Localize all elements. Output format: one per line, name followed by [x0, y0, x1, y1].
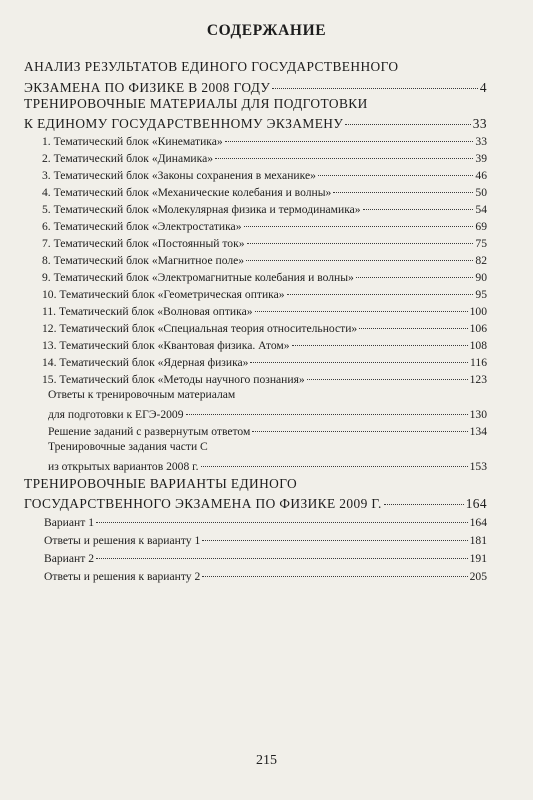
leader-dots — [307, 367, 468, 380]
leader-dots — [225, 129, 474, 142]
leader-dots — [250, 350, 468, 363]
toc-entry-block[interactable]: 14. Тематический блок «Ядерная физика» 116 — [42, 353, 487, 370]
toc-entry-block[interactable]: 8. Тематический блок «Магнитное поле» 82 — [42, 251, 487, 268]
toc-entry-variant[interactable]: Ответы и решения к варианту 2 205 — [44, 567, 487, 584]
toc-entry-answers[interactable]: для подготовки к ЕГЭ-2009 130 — [48, 405, 487, 422]
leader-dots — [345, 111, 471, 125]
toc-entry-block[interactable]: 9. Тематический блок «Электромагнитные колебания и волны» 90 — [42, 268, 487, 285]
leader-dots — [363, 197, 474, 210]
toc-entry-variant[interactable]: Вариант 2 191 — [44, 549, 487, 566]
toc-entry-block[interactable]: 5. Тематический блок «Молекулярная физика и термодинамика» 54 — [42, 200, 487, 217]
leader-dots — [252, 419, 467, 432]
toc-entry-block[interactable]: 7. Тематический блок «Постоянный ток» 75 — [42, 234, 487, 251]
leader-dots — [244, 214, 474, 227]
toc-entry-variants[interactable]: ГОСУДАРСТВЕННОГО ЭКЗАМЕНА ПО ФИЗИКЕ 2009 Г. 164 — [24, 494, 487, 511]
toc-entry-block[interactable]: 6. Тематический блок «Электростатика» 69 — [42, 217, 487, 234]
leader-dots — [384, 491, 464, 505]
toc-entry-block[interactable]: 1. Тематический блок «Кинематика» 33 — [42, 132, 487, 149]
toc-entry-block[interactable]: 15. Тематический блок «Методы научного познания» 123 — [42, 370, 487, 387]
toc-page-number: 205 — [469, 569, 487, 583]
toc-entry-analysis[interactable]: ЭКЗАМЕНА ПО ФИЗИКЕ В 2008 ГОДУ 4 — [24, 78, 487, 95]
toc-entry-variant[interactable]: Ответы и решения к варианту 1 181 — [44, 531, 487, 548]
toc-page-number: 153 — [469, 459, 487, 473]
leader-dots — [255, 299, 468, 312]
toc-page-number: 191 — [469, 551, 487, 565]
toc-page-number: 50 — [475, 185, 487, 199]
toc-entry-answers-line1: Ответы к тренировочным материалам — [48, 388, 236, 401]
leader-dots — [318, 163, 474, 176]
leader-dots — [215, 146, 473, 159]
toc-page-number: 82 — [475, 253, 487, 267]
leader-dots — [246, 248, 473, 261]
toc-page-number: 95 — [475, 287, 487, 301]
leader-dots — [359, 316, 467, 329]
toc-entry-block[interactable]: 13. Тематический блок «Квантовая физика. Атом» 108 — [42, 336, 487, 353]
leader-dots — [287, 282, 474, 295]
toc-entry-variant[interactable]: Вариант 1 164 — [44, 513, 487, 530]
leader-dots — [247, 231, 474, 244]
leader-dots — [201, 454, 468, 467]
toc-page-number: 164 — [465, 496, 487, 512]
toc-page-number: 123 — [469, 372, 487, 386]
toc-entry-partc-line1: Тренировочные задания части С — [48, 440, 208, 453]
toc-page-number: 106 — [469, 321, 487, 335]
toc-page-number: 90 — [475, 270, 487, 284]
toc-entry-block[interactable]: 4. Тематический блок «Механические колебания и волны» 50 — [42, 183, 487, 200]
toc-entry-block[interactable]: 12. Тематический блок «Специальная теория относительности» 106 — [42, 319, 487, 336]
toc-page-number: 33 — [475, 134, 487, 148]
leader-dots — [292, 333, 468, 346]
leader-dots — [272, 75, 478, 89]
toc-page-number: 69 — [475, 219, 487, 233]
toc-page-number: 100 — [469, 304, 487, 318]
toc-page-number: 130 — [469, 407, 487, 421]
toc-page-number: 116 — [470, 355, 487, 369]
leader-dots — [202, 564, 467, 577]
leader-dots — [356, 265, 474, 278]
page-title: СОДЕРЖАНИЕ — [206, 22, 327, 39]
toc-entry-analysis-line1: АНАЛИЗ РЕЗУЛЬТАТОВ ЕДИНОГО ГОСУДАРСТВЕННОГО — [24, 59, 399, 74]
toc-page-number: 75 — [475, 236, 487, 250]
toc-page-number: 108 — [469, 338, 487, 352]
toc-entry-variants-line1: ТРЕНИРОВОЧНЫЕ ВАРИАНТЫ ЕДИНОГО — [24, 476, 298, 491]
toc-page-number: 33 — [472, 116, 487, 132]
toc-page-number: 164 — [469, 515, 487, 529]
toc-page-number: 39 — [475, 151, 487, 165]
toc-page-number: 4 — [479, 80, 487, 96]
toc-entry-block[interactable]: 11. Тематический блок «Волновая оптика» 100 — [42, 302, 487, 319]
leader-dots — [96, 546, 468, 559]
toc-entry-training-line1: ТРЕНИРОВОЧНЫЕ МАТЕРИАЛЫ ДЛЯ ПОДГОТОВКИ — [24, 96, 368, 111]
toc-page-number: 134 — [469, 424, 487, 438]
toc-entry-block[interactable]: 2. Тематический блок «Динамика» 39 — [42, 149, 487, 166]
leader-dots — [96, 510, 468, 523]
toc-entry-block[interactable]: 10. Тематический блок «Геометрическая оптика» 95 — [42, 285, 487, 302]
toc-page-number: 46 — [475, 168, 487, 182]
leader-dots — [202, 528, 467, 541]
leader-dots — [186, 402, 468, 415]
toc-entry-partc[interactable]: из открытых вариантов 2008 г. 153 — [48, 457, 487, 474]
toc-entry-solutions[interactable]: Решение заданий с развернутым ответом 134 — [48, 422, 487, 439]
toc-page-number: 181 — [469, 533, 487, 547]
toc-page-number: 54 — [475, 202, 487, 216]
leader-dots — [333, 180, 473, 193]
toc-entry-block[interactable]: 3. Тематический блок «Законы сохранения в механике» 46 — [42, 166, 487, 183]
toc-entry-training[interactable]: К ЕДИНОМУ ГОСУДАРСТВЕННОМУ ЭКЗАМЕНУ 33 — [24, 114, 487, 131]
page-number: 215 — [256, 753, 277, 768]
